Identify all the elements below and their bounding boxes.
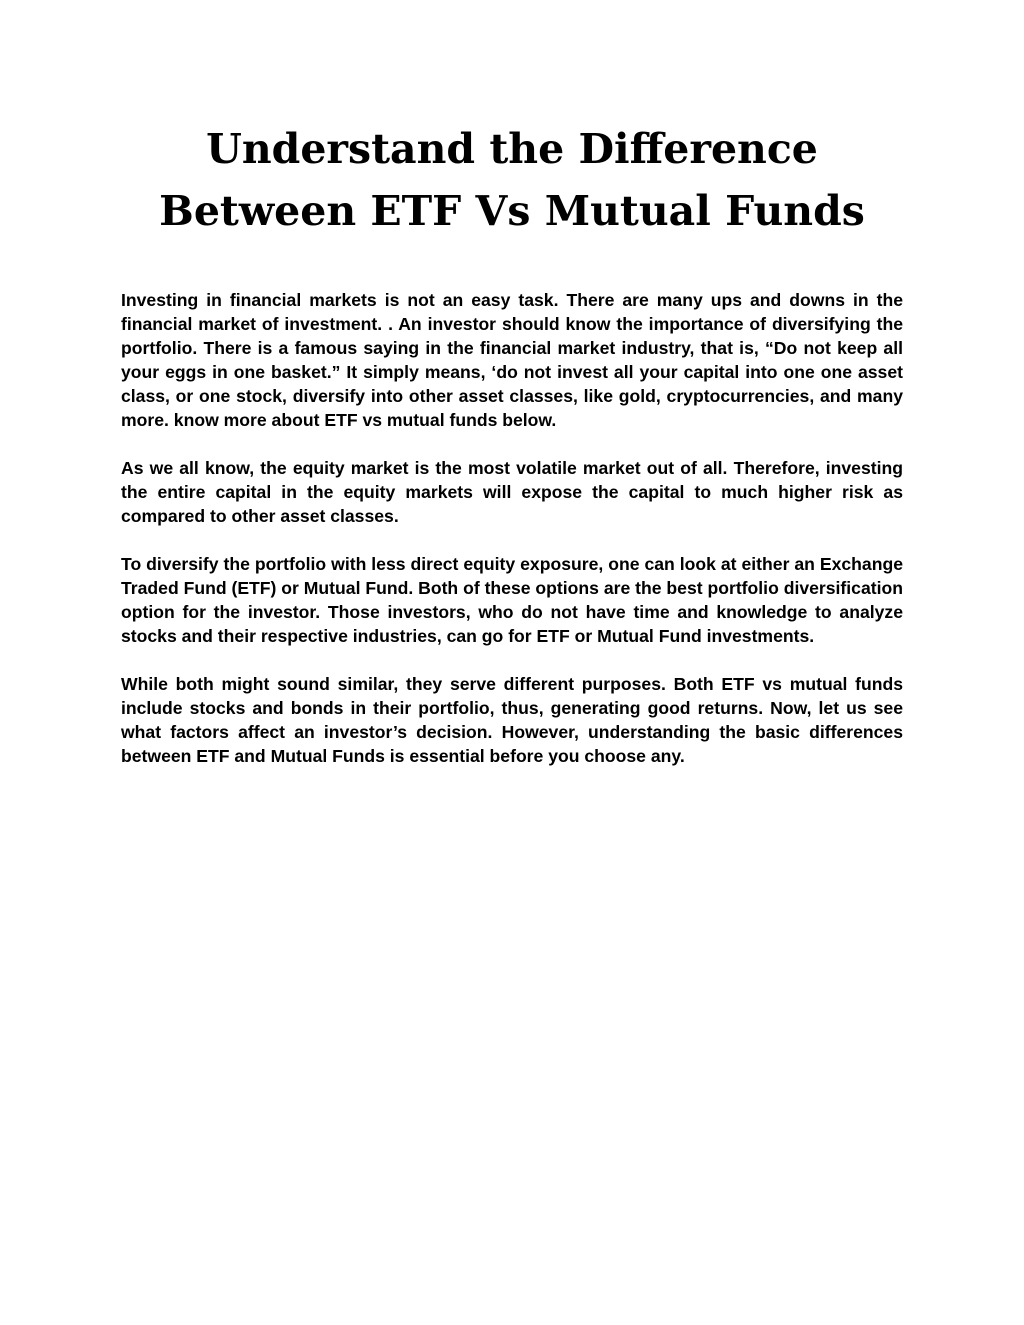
paragraph-1: Investing in financial markets is not an easy task. There are many ups and downs in the financial market of investment. . An investor should know the importance of diversifying the portfolio. There is a famous saying in the financial market industry, that is, “Do not keep all your eggs in one basket.” It simply means, ‘do not invest all your capital into one one asset class, or one stock, diversify into other asset classes, like gold, cryptocurrencies, and many more. know more about ETF vs mutual funds below. [121,290,903,430]
page-title [100,118,924,242]
title-line-2: Between ETF Vs Mutual Funds [159,187,865,235]
paragraph-3: To diversify the portfolio with less direct equity exposure, one can look at either an Exchange Traded Fund (ETF) or Mutual Fund. Both of these options are the best portfolio diversification option for the investor. Those investors, who do not have time and knowledge to analyze stocks and their respective industries, can go for ETF or Mutual Fund investments. [121,554,903,646]
title-line-1: Understand the Difference [206,125,818,173]
paragraph-2: As we all know, the equity market is the most volatile market out of all. Therefore, investing the entire capital in the equity markets will expose the capital to much higher risk as compared to other asset classes. [121,458,903,526]
article-body [121,288,903,792]
paragraph-4: While both might sound similar, they serve different purposes. Both ETF vs mutual funds include stocks and bonds in their portfolio, thus, generating good returns. Now, let us see what factors affect an investor’s decision. However, understanding the basic differences between ETF and Mutual Funds is essential before you choose any. [121,674,903,766]
